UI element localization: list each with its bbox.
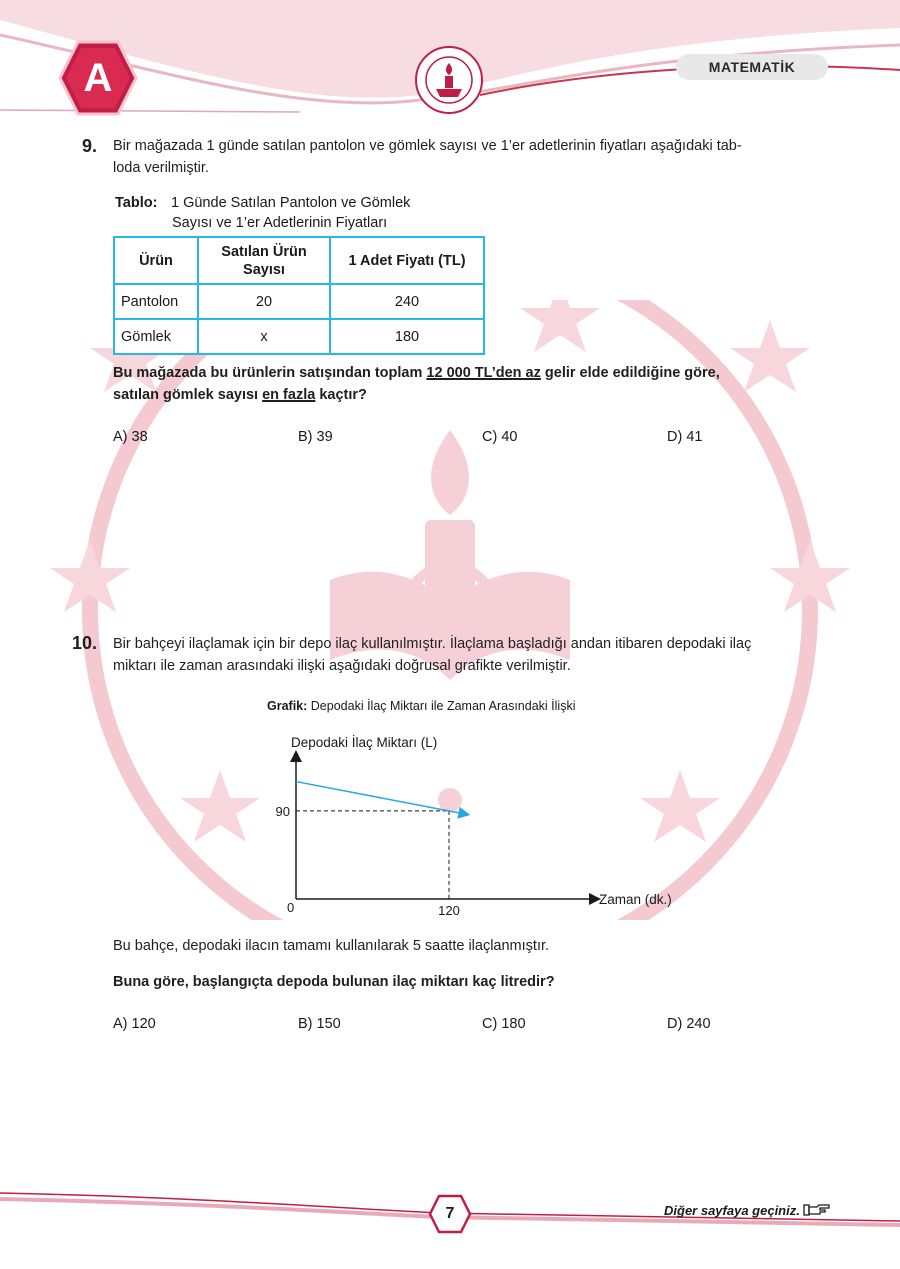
question-9-stem bbox=[113, 135, 833, 179]
question-10-stem-line1: Bir bahçeyi ilaçlamak için bir depo ilaç kullanılmıştır. İlaçlama başladığı andan itibaren depodaki ilaç bbox=[113, 636, 752, 652]
q9-choice-c[interactable]: C) 40 bbox=[482, 429, 518, 445]
series-line bbox=[296, 782, 467, 815]
table-title-line1: 1 Günde Satılan Pantolon ve Gömlek bbox=[171, 195, 411, 211]
cell-count: 20 bbox=[198, 284, 330, 319]
q9-choice-d[interactable]: D) 41 bbox=[667, 429, 703, 445]
table-header-row bbox=[114, 237, 484, 284]
page-number-badge bbox=[428, 1194, 472, 1234]
question-10-stem bbox=[113, 633, 853, 677]
prompt-text: satılan gömlek sayısı bbox=[113, 387, 263, 403]
table-row bbox=[114, 319, 484, 354]
line-chart bbox=[260, 728, 700, 923]
cell-count: x bbox=[198, 319, 330, 354]
page-number: 7 bbox=[445, 1205, 455, 1222]
header-product: Ürün bbox=[114, 237, 198, 284]
header-sold-count: Satılan Ürün Sayısı bbox=[198, 237, 330, 284]
origin-label: 0 bbox=[287, 900, 295, 915]
y-axis-label: Depodaki İlaç Miktarı (L) bbox=[291, 735, 438, 750]
header-unit-price: 1 Adet Fiyatı (TL) bbox=[330, 237, 484, 284]
q9-choice-b[interactable]: B) 39 bbox=[298, 429, 333, 445]
x-axis-label: Zaman (dk.) bbox=[599, 892, 672, 907]
y-tick-label: 90 bbox=[275, 803, 290, 819]
product-table bbox=[113, 236, 485, 355]
question-10-stem-line2: miktarı ile zaman arasındaki ilişki aşağıdaki doğrusal grafikte verilmiştir. bbox=[113, 658, 571, 674]
cell-product: Gömlek bbox=[114, 319, 198, 354]
question-10-number: 10. bbox=[72, 633, 98, 653]
table-title-line2: Sayısı ve 1’er Adetlerinin Fiyatları bbox=[172, 215, 388, 231]
subject-title: MATEMATİK bbox=[676, 54, 828, 80]
pointing-hand-icon bbox=[803, 1203, 831, 1217]
q10-choice-b[interactable]: B) 150 bbox=[298, 1016, 341, 1032]
next-page-hint bbox=[664, 1203, 831, 1218]
x-tick-label: 120 bbox=[438, 903, 460, 918]
prompt-emphasis: 12 000 TL’den az bbox=[426, 365, 541, 381]
booklet-letter-badge bbox=[58, 40, 138, 116]
q9-choice-a[interactable]: A) 38 bbox=[113, 429, 148, 445]
question-9-prompt bbox=[113, 362, 843, 406]
prompt-emphasis: en fazla bbox=[262, 387, 316, 403]
question-10-info: Bu bahçe, depodaki ilacın tamamı kullanılarak 5 saatte ilaçlanmıştır. bbox=[113, 938, 550, 954]
prompt-text: Bu mağazada bu ürünlerin satışından toplam bbox=[113, 365, 427, 381]
graph-label: Grafik: bbox=[267, 699, 308, 713]
question-9-number: 9. bbox=[82, 136, 98, 156]
cell-price: 180 bbox=[330, 319, 484, 354]
table-caption bbox=[115, 193, 410, 233]
table-label: Tablo: bbox=[115, 195, 158, 211]
table-row bbox=[114, 284, 484, 319]
q10-choice-d[interactable]: D) 240 bbox=[667, 1016, 711, 1032]
question-10-prompt: Buna göre, başlangıçta depoda bulunan ilaç miktarı kaç litredir? bbox=[113, 974, 555, 990]
prompt-text: kaçtır? bbox=[315, 387, 367, 403]
prompt-text: gelir elde edildiğine göre, bbox=[540, 365, 720, 381]
q10-choice-a[interactable]: A) 120 bbox=[113, 1016, 156, 1032]
ministry-seal-icon bbox=[414, 45, 484, 115]
cell-price: 240 bbox=[330, 284, 484, 319]
question-9-stem-line2: loda verilmiştir. bbox=[113, 160, 209, 176]
next-page-text: Diğer sayfaya geçiniz. bbox=[664, 1203, 800, 1218]
cell-product: Pantolon bbox=[114, 284, 198, 319]
graph-title: Depodaki İlaç Miktarı ile Zaman Arasındaki İlişki bbox=[310, 699, 576, 713]
booklet-letter: A bbox=[83, 56, 113, 100]
q10-choice-c[interactable]: C) 180 bbox=[482, 1016, 526, 1032]
graph-caption bbox=[267, 699, 575, 713]
question-9-stem-line1: Bir mağazada 1 günde satılan pantolon ve gömlek sayısı ve 1’er adetlerinin fiyatları aşağıdaki tab- bbox=[113, 138, 742, 154]
